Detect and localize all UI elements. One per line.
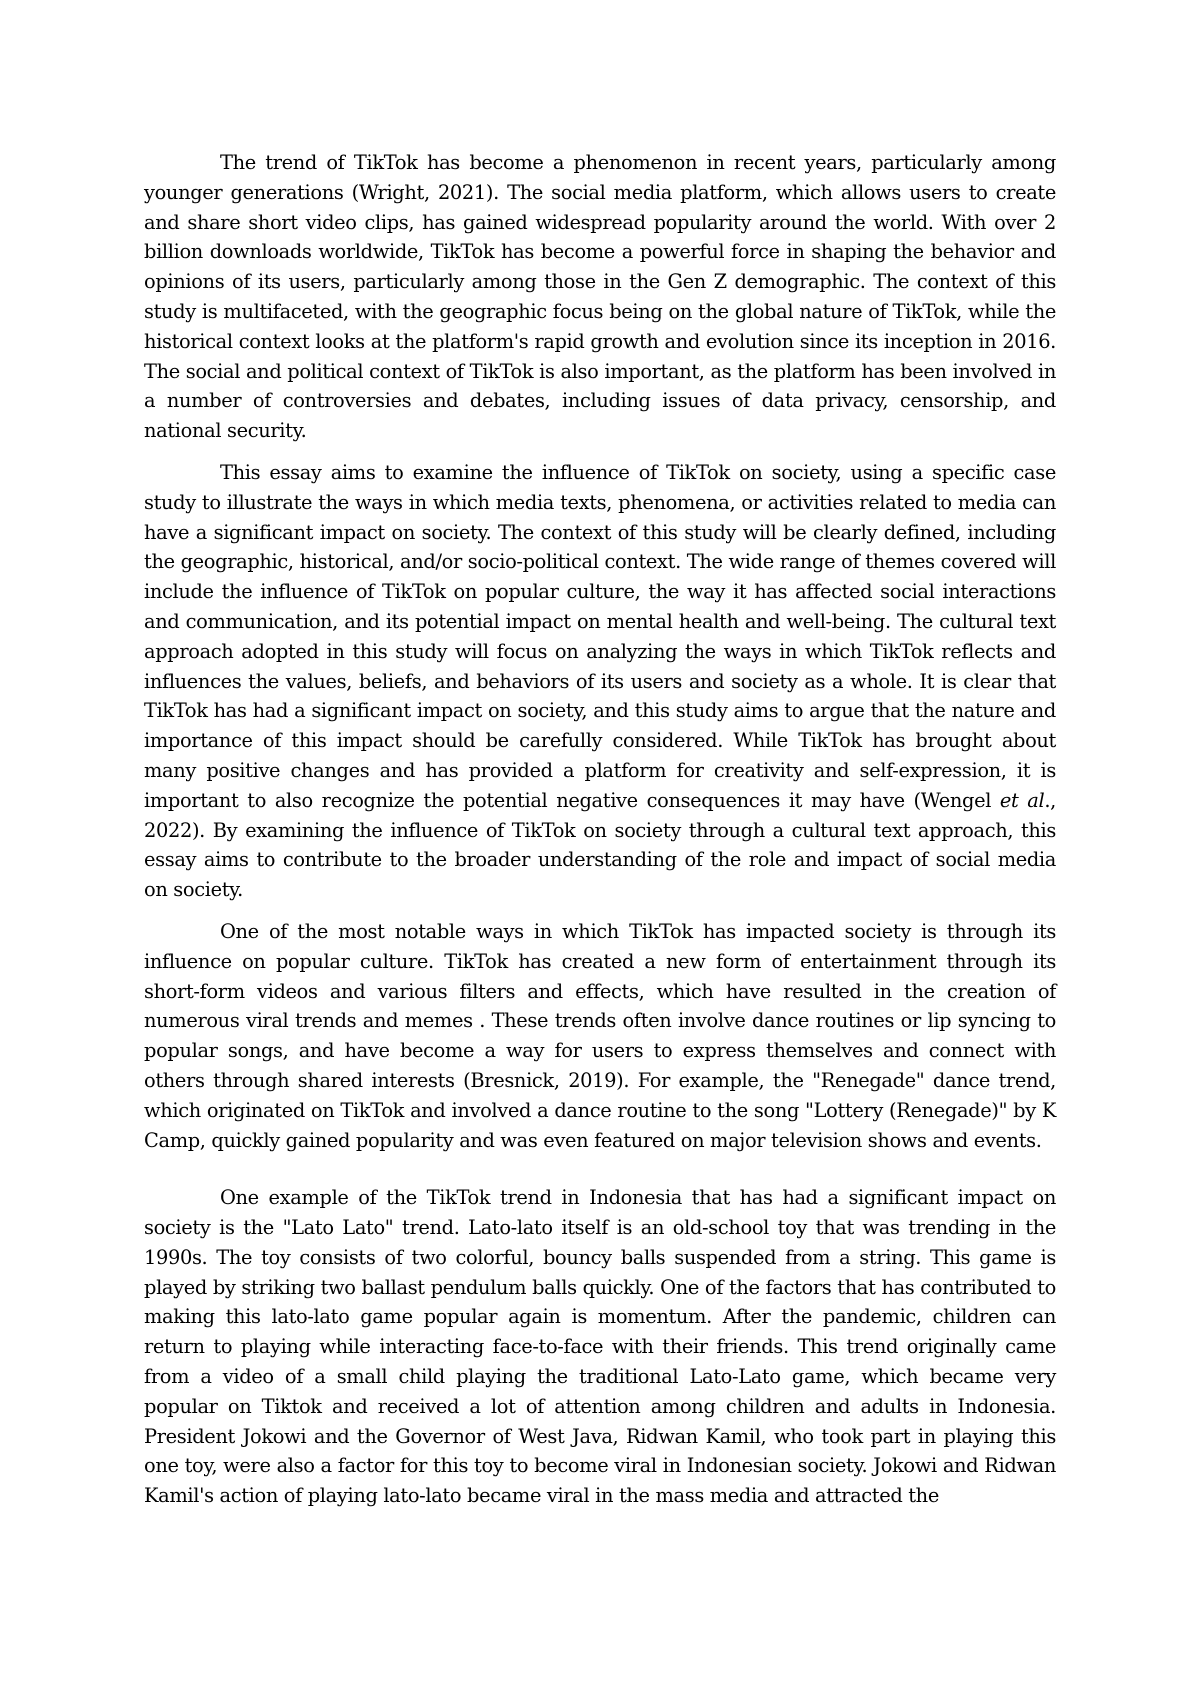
- paragraph-essay-aims-text-b: ., 2022). By examining the influence of TikTok on society through a cultural text approach, this essay aims to contribute to the broader understanding of the role and impact of social media on society.: [144, 788, 1056, 902]
- citation-et-al: et al: [999, 788, 1045, 812]
- paragraph-popular-culture: One of the most notable ways in which TikTok has impacted society is through its influence on popular culture. TikTok has created a new form of entertainment through its short-form videos and various filters and effects, which have resulted in the creation of numerous viral trends and memes . These trends often involve dance routines or lip syncing to popular songs, and have become a way for users to express themselves and connect with others through shared interests (Bresnick, 2019). For example, the "Renegade" dance trend, which originated on TikTok and involved a dance routine to the song "Lottery (Renegade)" by K Camp, quickly gained popularity and was even featured on major television shows and events.: [144, 919, 1056, 1152]
- paragraph-essay-aims-text-a: This essay aims to examine the influence of TikTok on society, using a specific case study to illustrate the ways in which media texts, phenomena, or activities related to media can have a significant impact on society. The context of this study will be clearly defined, including the geographic, historical, and/or socio-political context. The wide range of themes covered will include the influence of TikTok on popular culture, the way it has affected social interactions and communication, and its potential impact on mental health and well-being. The cultural text approach adopted in this study will focus on analyzing the ways in which TikTok reflects and influences the values, beliefs, and behaviors of its users and society as a whole. It is clear that TikTok has had a significant impact on society, and this study aims to argue that the nature and importance of this impact should be carefully considered. While TikTok has brought about many positive changes and has provided a platform for creativity and self-expression, it is important to also recognize the potential negative consequences it may have (Wengel: [144, 460, 1056, 812]
- paragraph-essay-aims: [144, 458, 1056, 905]
- paragraph-intro: The trend of TikTok has become a phenomenon in recent years, particularly among younger generations (Wright, 2021). The social media platform, which allows users to create and share short video clips, has gained widespread popularity around the world. With over 2 billion downloads worldwide, TikTok has become a powerful force in shaping the behavior and opinions of its users, particularly among those in the Gen Z demographic. The context of this study is multifaceted, with the geographic focus being on the global nature of TikTok, while the historical context looks at the platform's rapid growth and evolution since its inception in 2016. The social and political context of TikTok is also important, as the platform has been involved in a number of controversies and debates, including issues of data privacy, censorship, and national security.: [144, 151, 1056, 443]
- document-body: [144, 148, 1056, 1511]
- paragraph-lato-lato: One example of the TikTok trend in Indonesia that has had a significant impact on society is the "Lato Lato" trend. Lato-lato itself is an old-school toy that was trending in the 1990s. The toy consists of two colorful, bouncy balls suspended from a string. This game is played by striking two ballast pendulum balls quickly. One of the factors that has contributed to making this lato-lato game popular again is momentum. After the pandemic, children can return to playing while interacting face-to-face with their friends. This trend originally came from a video of a small child playing the traditional Lato-Lato game, which became very popular on Tiktok and received a lot of attention among children and adults in Indonesia. President Jokowi and the Governor of West Java, Ridwan Kamil, who took part in playing this one toy, were also a factor for this toy to become viral in Indonesian society. Jokowi and Ridwan Kamil's action of playing lato-lato became viral in the mass media and attracted the: [144, 1186, 1056, 1508]
